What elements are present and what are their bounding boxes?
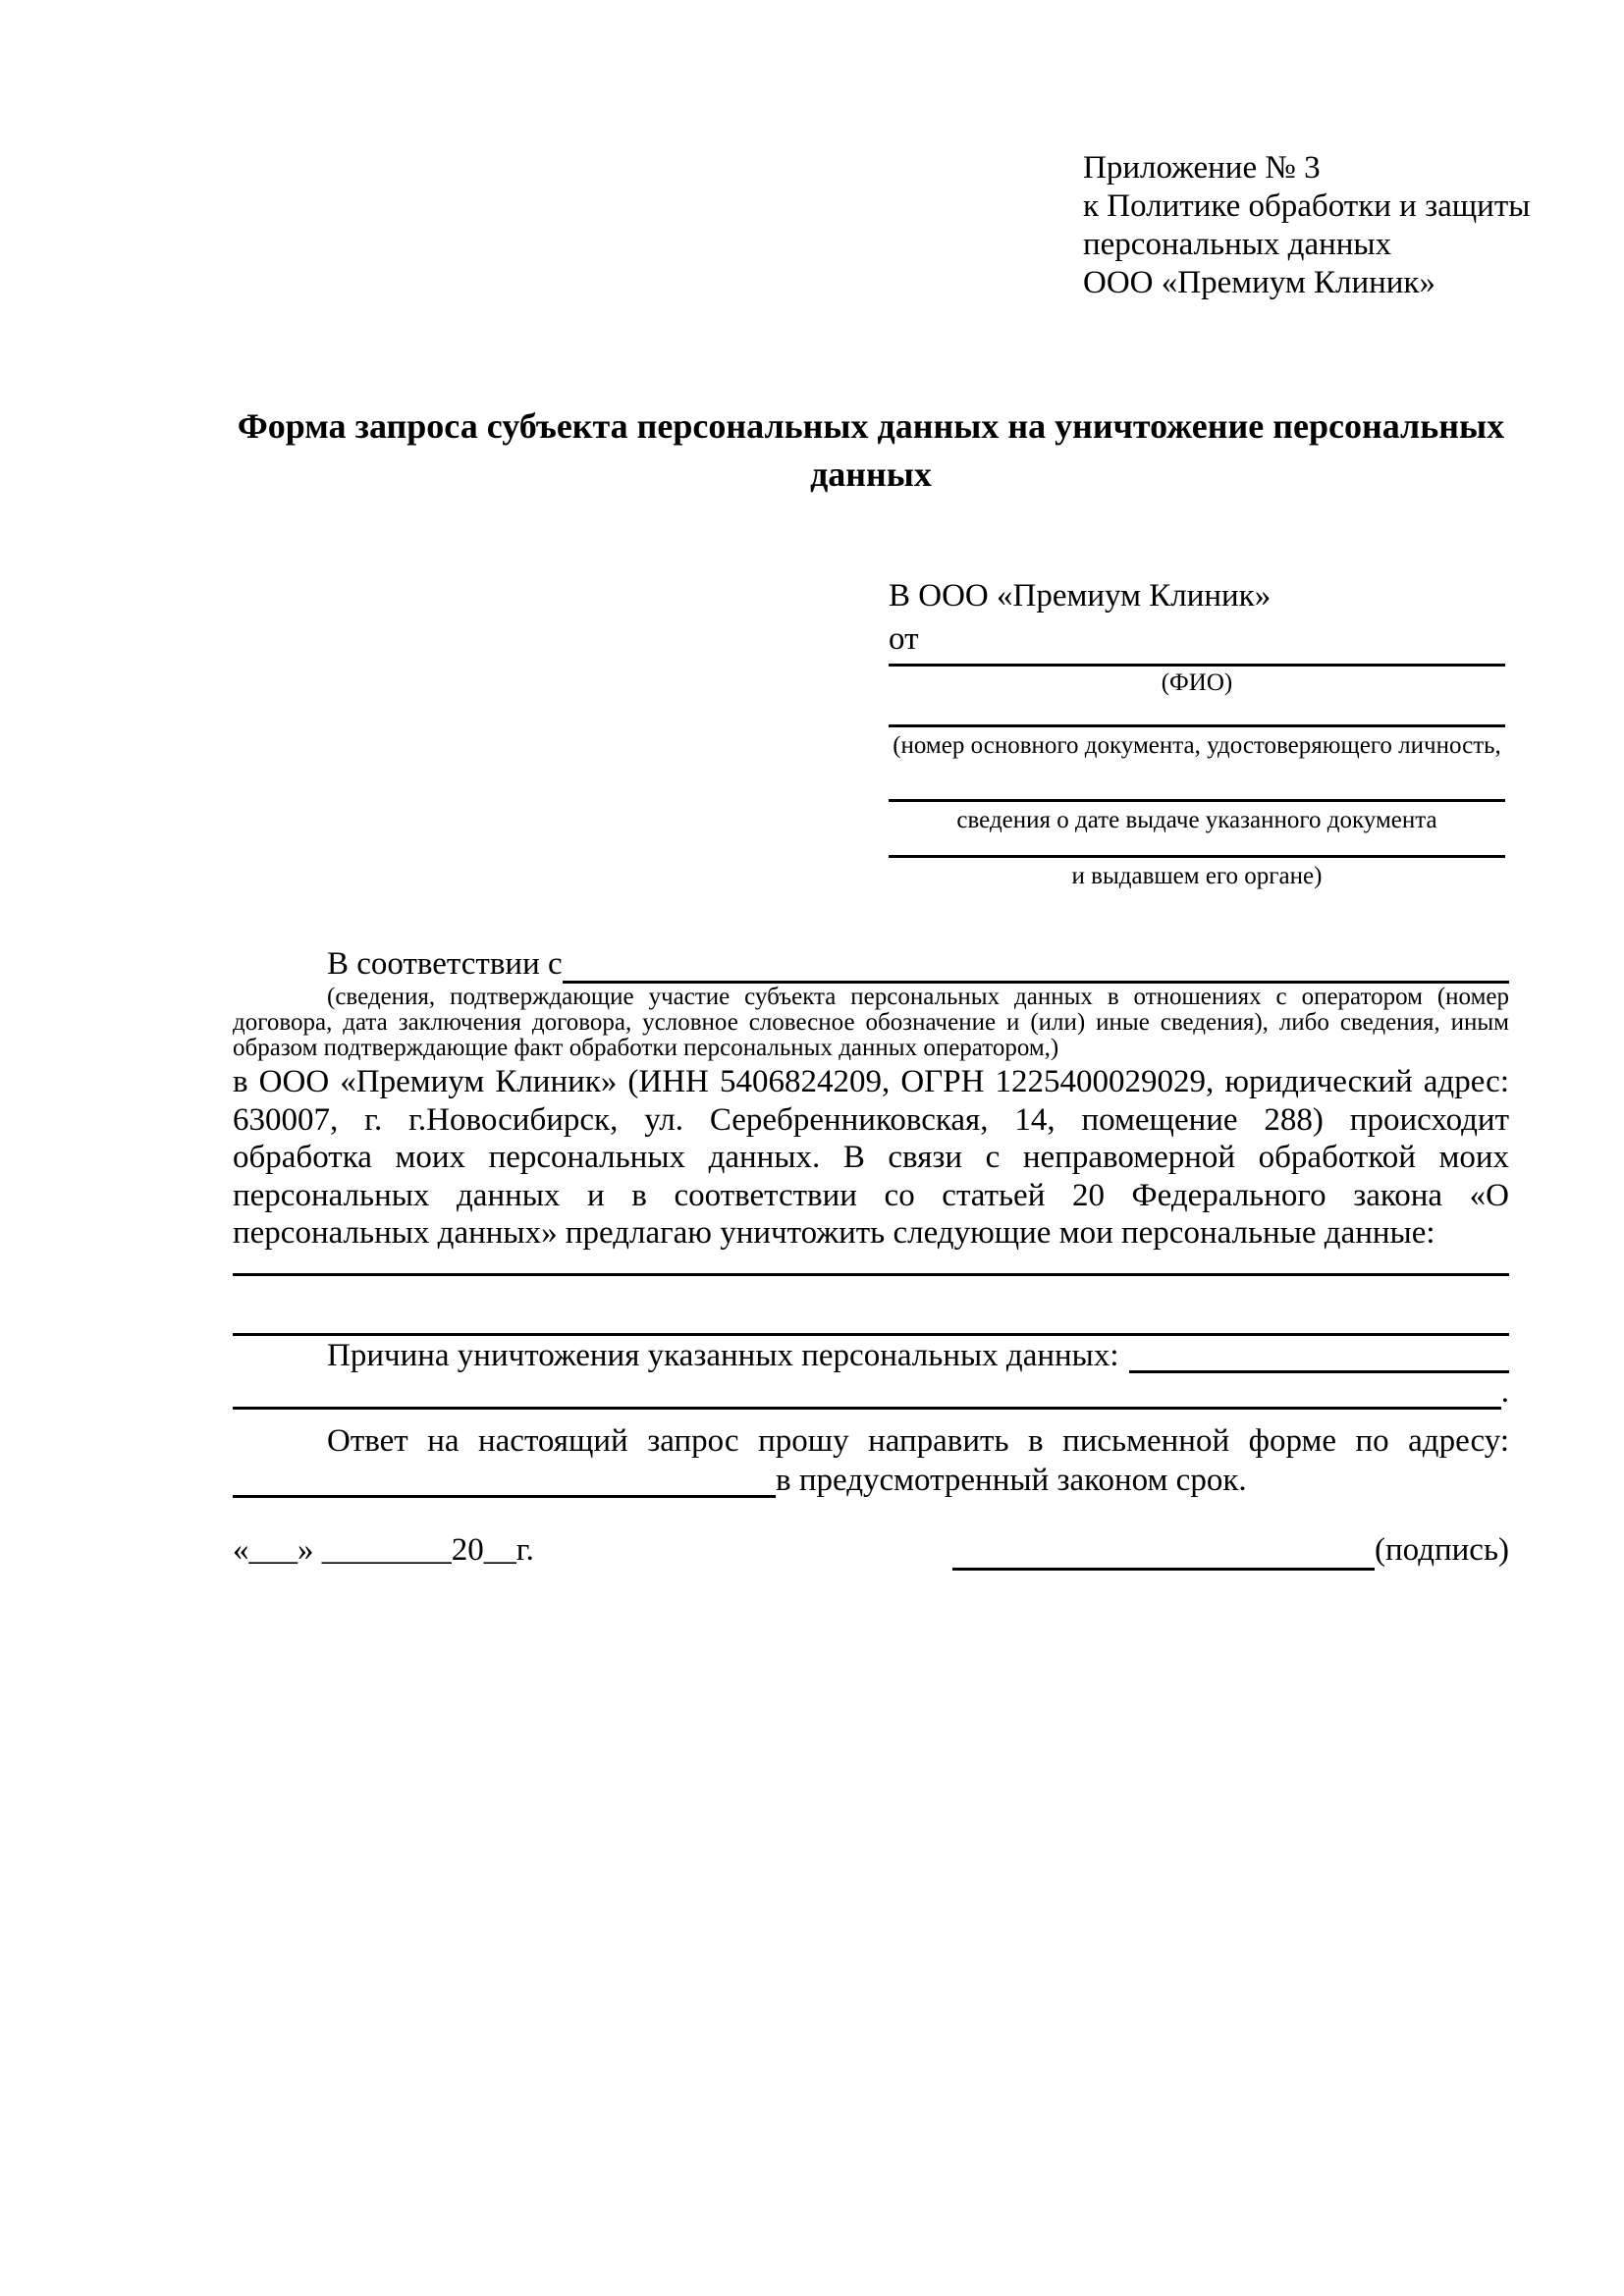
reason-blank-line [1129,1338,1509,1373]
reply-address-row [233,1463,1509,1498]
issue-date-blank-line [889,799,1505,802]
issue-date-caption: сведения о дате выдаче указанного документа [956,807,1437,833]
document-number-blank-line [889,724,1505,727]
personal-data-blank-line-2 [233,1333,1509,1336]
signature-group [952,1529,1509,1571]
reason-label: Причина уничтожения указанных персональных данных: [327,1338,1119,1373]
reason-continuation-blank-line [233,1374,1501,1410]
addressee-block [889,574,1505,898]
reason-line-period: . [1500,1374,1509,1410]
reason-row [233,1338,1509,1373]
appendix-note-line: к Политике обработки и защиты [1083,188,1531,224]
from-label: от [889,621,919,657]
appendix-note [1083,149,1530,302]
date-signature-row [233,1529,1509,1571]
signature-caption: (подпись) [1375,1532,1509,1568]
body-paragraph: в ООО «Премиум Клиник» (ИНН 5406824209, ОГРН 1225400029029, юридический адрес: 630007, г. г.Новосибирск, ул. Серебренниковская, 14, помещение 288) происходит обработка моих персональных данных. В связи с неправомерной обработкой моих персональных данных и в соответствии со статьей 20 Федерального закона «О персональных данных» предлагаю уничтожить следующие мои персональные данные: [233,1064,1509,1251]
fio-caption: (ФИО) [1161,669,1233,696]
reply-address-blank-line [233,1463,776,1498]
date-field: «___» ________20__г. [233,1532,534,1568]
accordance-fine-print: (сведения, подтверждающие участие субъекта персональных данных в отношениях с оператором (номер договора, дата заключения договора, условное словесное обозначение и (или) иные сведения), либо сведения, иным образом подтверждающие факт обработки персональных данных оператором,) [233,984,1509,1061]
appendix-note-line: персональных данных [1083,227,1392,262]
issuing-authority-caption: и выдавшем его органе) [1071,863,1323,889]
fio-blank-line [889,664,1505,667]
accordance-blank-line [563,944,1509,984]
reply-tail-text: в предусмотренный законом срок. [776,1463,1247,1498]
issuing-authority-blank-line [889,855,1505,858]
signature-blank-line [952,1529,1375,1571]
reply-request-sentence: Ответ на настоящий запрос прошу направить в письменной форме по адресу: [327,1423,1509,1459]
personal-data-blank-line-1 [233,1273,1509,1276]
reason-continuation-row [233,1374,1509,1410]
page-title: Форма запроса субъекта персональных данных на уничтожение персональных данных [237,406,1505,494]
accordance-label: В соответствии с [327,946,563,982]
accordance-row [233,944,1509,984]
addressee-organization: В ООО «Премиум Клиник» [889,578,1272,614]
appendix-note-line: ООО «Премиум Клиник» [1083,265,1435,300]
document-number-caption: (номер основного документа, удостоверяющего личность, [893,732,1501,759]
appendix-note-line: Приложение № 3 [1083,150,1321,186]
